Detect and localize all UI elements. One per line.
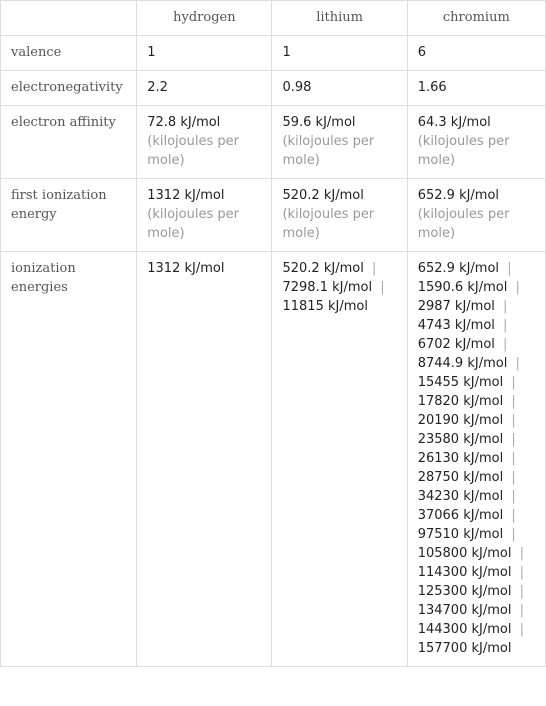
value-text: 59.6 kJ/mol	[282, 115, 356, 130]
value-text: 520.2 kJ/mol	[282, 188, 364, 203]
cell-value: 2.2	[137, 71, 272, 106]
ionization-list-hydrogen	[137, 252, 272, 667]
table-row	[1, 36, 546, 71]
column-header-hydrogen: hydrogen	[137, 1, 272, 36]
cell-value	[407, 106, 545, 179]
unit-note: (kilojoules per mole)	[282, 207, 375, 241]
value-text: 64.3 kJ/mol	[417, 115, 491, 130]
value-text: 1312 kJ/mol	[147, 188, 225, 203]
list-separator: |	[519, 584, 524, 599]
ionization-energy-value: 134700 kJ/mol	[417, 603, 512, 618]
ionization-energy-value: 11815 kJ/mol	[282, 299, 368, 314]
list-separator: |	[503, 299, 508, 314]
cell-value	[272, 106, 407, 179]
table-row	[1, 179, 546, 252]
ionization-energy-value: 1590.6 kJ/mol	[417, 280, 508, 295]
table-row	[1, 106, 546, 179]
cell-value	[137, 179, 272, 252]
list-separator: |	[511, 489, 516, 504]
list-separator: |	[511, 432, 516, 447]
ionization-energy-value: 2987 kJ/mol	[417, 299, 495, 314]
list-separator: |	[503, 318, 508, 333]
row-label-valence: valence	[1, 36, 137, 71]
ionization-energy-value: 520.2 kJ/mol	[282, 261, 364, 276]
ionization-energy-value: 1312 kJ/mol	[147, 261, 225, 276]
list-separator: |	[515, 356, 520, 371]
cell-value: 1	[272, 36, 407, 71]
ionization-energy-value: 105800 kJ/mol	[417, 546, 512, 561]
ionization-energy-value: 17820 kJ/mol	[417, 394, 504, 409]
ionization-energy-value: 7298.1 kJ/mol	[282, 280, 373, 295]
unit-note: (kilojoules per mole)	[147, 134, 239, 168]
list-separator: |	[511, 451, 516, 466]
table-row	[1, 252, 546, 667]
list-separator: |	[519, 622, 524, 637]
ionization-list-chromium	[407, 252, 545, 667]
ionization-energy-value: 23580 kJ/mol	[417, 432, 504, 447]
ionization-energy-value: 4743 kJ/mol	[417, 318, 495, 333]
cell-value: 6	[407, 36, 545, 71]
cell-value: 0.98	[272, 71, 407, 106]
ionization-energy-value: 652.9 kJ/mol	[417, 261, 500, 276]
ionization-energy-value: 28750 kJ/mol	[417, 470, 504, 485]
unit-note: (kilojoules per mole)	[417, 134, 510, 168]
row-label-electron-affinity: electron affinity	[1, 106, 137, 179]
row-label-electronegativity: electronegativity	[1, 71, 137, 106]
ionization-list-lithium	[272, 252, 407, 667]
cell-value	[407, 179, 545, 252]
header-row	[1, 1, 546, 36]
list-separator: |	[371, 261, 377, 276]
list-separator: |	[507, 261, 512, 276]
value-text: 72.8 kJ/mol	[147, 115, 221, 130]
list-separator: |	[519, 565, 524, 580]
column-header-chromium: chromium	[407, 1, 545, 36]
ionization-energy-value: 125300 kJ/mol	[417, 584, 512, 599]
list-separator: |	[511, 527, 516, 542]
unit-note: (kilojoules per mole)	[147, 207, 239, 241]
ionization-energy-value: 26130 kJ/mol	[417, 451, 504, 466]
list-separator: |	[380, 280, 385, 295]
ionization-energy-value: 20190 kJ/mol	[417, 413, 504, 428]
list-separator: |	[511, 470, 516, 485]
cell-value	[137, 106, 272, 179]
list-separator: |	[519, 603, 524, 618]
list-separator: |	[511, 413, 516, 428]
list-separator: |	[503, 337, 508, 352]
list-separator: |	[519, 546, 524, 561]
cell-value: 1.66	[407, 71, 545, 106]
corner-header-cell	[1, 1, 137, 36]
column-header-lithium: lithium	[272, 1, 407, 36]
ionization-energy-value: 6702 kJ/mol	[417, 337, 495, 352]
ionization-energy-value: 15455 kJ/mol	[417, 375, 504, 390]
list-separator: |	[511, 508, 516, 523]
list-separator: |	[515, 280, 520, 295]
cell-value: 1	[137, 36, 272, 71]
row-label-first-ionization-energy: first ionization energy	[1, 179, 137, 252]
ionization-energy-value: 37066 kJ/mol	[417, 508, 504, 523]
value-text: 652.9 kJ/mol	[417, 188, 500, 203]
ionization-energy-value: 8744.9 kJ/mol	[417, 356, 508, 371]
ionization-energy-value: 114300 kJ/mol	[417, 565, 512, 580]
ionization-energy-value: 157700 kJ/mol	[417, 641, 512, 656]
unit-note: (kilojoules per mole)	[417, 207, 510, 241]
cell-value	[272, 179, 407, 252]
row-label-ionization-energies: ionization energies	[1, 252, 137, 667]
list-separator: |	[511, 394, 516, 409]
list-separator: |	[511, 375, 516, 390]
unit-note: (kilojoules per mole)	[282, 134, 375, 168]
ionization-energy-value: 97510 kJ/mol	[417, 527, 504, 542]
ionization-energy-value: 34230 kJ/mol	[417, 489, 504, 504]
table-row	[1, 71, 546, 106]
ionization-energy-value: 144300 kJ/mol	[417, 622, 512, 637]
